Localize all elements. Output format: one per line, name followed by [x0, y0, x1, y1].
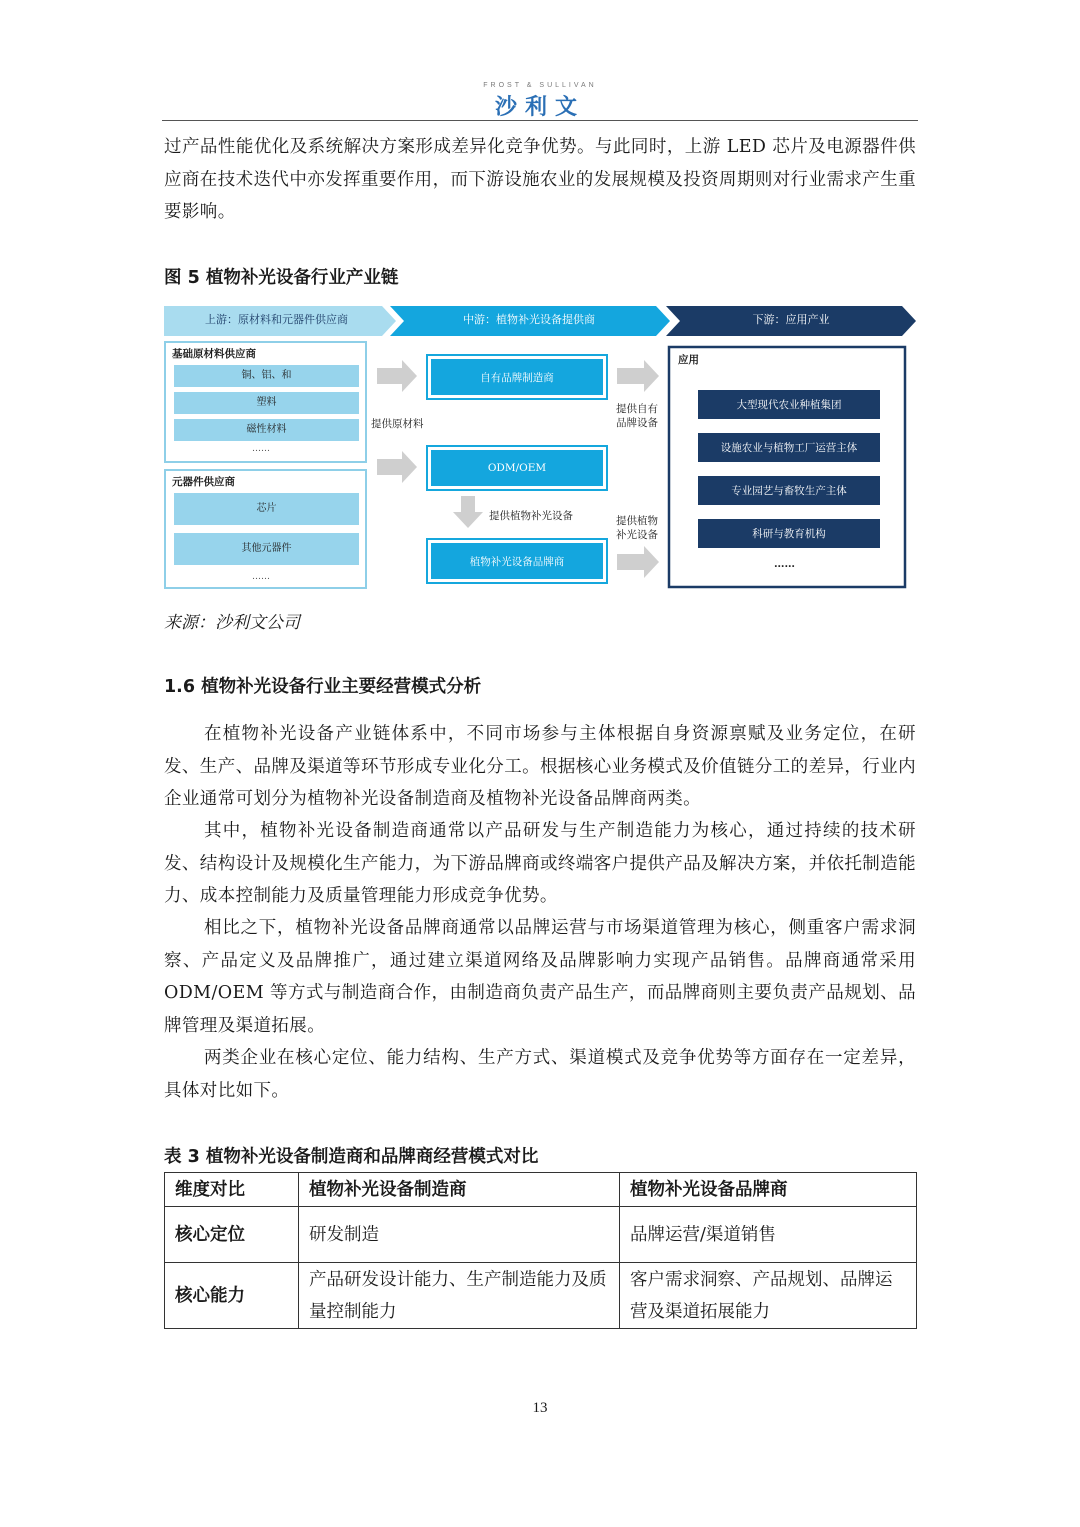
intro-paragraph: 过产品性能优化及系统解决方案形成差异化竞争优势。与此同时，上游 LED 芯片及电源器件供应商在技术迭代中亦发挥重要作用，而下游设施农业的发展规模及投资周期则对行业需求产生重要影响。 — [164, 137, 916, 222]
section-paragraph: 相比之下，植物补光设备品牌商通常以品牌运营与市场渠道管理为核心，侧重客户需求洞察、产品定义及品牌推广，通过建立渠道网络及品牌影响力实现产品销售。品牌商通常采用 ODM/OEM 等方式与制造商合作，由制造商负责产品生产，而品牌商则主要负责产品规划、品牌管理及渠道拓展。 — [164, 918, 916, 1036]
page-number: 13 — [532, 1400, 548, 1416]
brand-owner-box — [426, 538, 608, 584]
brand-owner-label: 植物补光设备品牌商 — [431, 543, 603, 579]
figure-title: 图 5 植物补光设备行业产业链 — [164, 268, 399, 288]
provide-raw-label: 提供原材料 — [371, 418, 424, 430]
figure-source: 来源：沙利文公司 — [164, 613, 300, 633]
table-cell: 研发制造 — [299, 1207, 620, 1263]
provide-own-brand-line: 提供自有 — [616, 403, 658, 415]
table-header-cell: 植物补光设备品牌商 — [620, 1173, 917, 1207]
logo: 沙利文 — [494, 95, 585, 120]
provide-own-brand-line: 品牌设备 — [616, 417, 658, 429]
downstream-label: 下游：应用产业 — [752, 313, 830, 326]
provide-plant-light-line: 提供植物 — [616, 515, 658, 527]
raw-item: 铜、铝、和 — [174, 365, 359, 387]
section-paragraph: 两类企业在核心定位、能力结构、生产方式、渠道模式及竞争优势等方面存在一定差异，具体对比如下。 — [164, 1048, 916, 1101]
application-title: 应用 — [678, 354, 699, 366]
table-cell: 客户需求洞察、产品规划、品牌运营及渠道拓展能力 — [620, 1263, 917, 1329]
table-cell: 核心能力 — [165, 1263, 299, 1329]
section-title: 1.6 植物补光设备行业主要经营模式分析 — [164, 677, 482, 697]
table-row — [165, 1263, 917, 1329]
table-header-row — [165, 1173, 917, 1207]
own-brand-manufacturer-label: 自有品牌制造商 — [431, 359, 603, 395]
table-title: 表 3 植物补光设备制造商和品牌商经营模式对比 — [164, 1147, 539, 1167]
section-paragraph: 在植物补光设备产业链体系中，不同市场参与主体根据自身资源禀赋及业务定位，在研发、生产、品牌及渠道等环节形成专业化分工。根据核心业务模式及价值链分工的差异，行业内企业通常可划分为植物补光设备制造商及植物补光设备品牌商两类。 — [164, 724, 916, 809]
arrow-mid-to-app-2 — [617, 546, 659, 578]
application-item: 设施农业与植物工厂运营主体 — [698, 433, 880, 462]
midstream-label: 中游：植物补光设备提供商 — [463, 313, 595, 326]
section-paragraph: 其中，植物补光设备制造商通常以产品研发与生产制造能力为核心，通过持续的技术研发、结构设计及规模化生产能力，为下游品牌商或终端客户提供产品及解决方案，并依托制造能力、成本控制能力及质量管理能力形成竞争优势。 — [164, 821, 916, 906]
table-cell: 产品研发设计能力、生产制造能力及质量控制能力 — [299, 1263, 620, 1329]
application-item: 大型现代农业种植集团 — [698, 390, 880, 419]
provide-plant-light-line: 补光设备 — [616, 529, 658, 541]
table-header-cell: 植物补光设备制造商 — [299, 1173, 620, 1207]
table-header-cell: 维度对比 — [165, 1173, 299, 1207]
table-cell: 品牌运营/渠道销售 — [620, 1207, 917, 1263]
component-item: 芯片 — [174, 493, 359, 525]
upstream-label: 上游：原材料和元器件供应商 — [205, 313, 348, 326]
raw-item: 塑料 — [174, 392, 359, 414]
odm-oem-label: ODM/OEM — [431, 450, 603, 486]
application-frame — [669, 347, 905, 587]
logo-subtitle: FROST & SULLIVAN — [483, 82, 597, 89]
comparison-table — [164, 1172, 917, 1329]
provide-plant-light-label — [616, 514, 658, 542]
application-item: 科研与教育机构 — [698, 519, 880, 548]
arrow-mid-to-app-1 — [617, 360, 659, 392]
component-group-title: 元器件供应商 — [172, 476, 235, 488]
industry-chain-diagram — [164, 304, 916, 590]
raw-more: …… — [252, 444, 270, 454]
arrow-raw-to-mid-2 — [377, 451, 417, 483]
raw-group-title: 基础原材料供应商 — [172, 348, 256, 360]
component-item: 其他元器件 — [174, 533, 359, 565]
provide-plant-equipment-label: 提供植物补光设备 — [489, 510, 573, 522]
table-cell: 核心定位 — [165, 1207, 299, 1263]
arrow-down — [453, 496, 483, 528]
component-more: …… — [252, 572, 270, 582]
header-rule — [162, 120, 918, 121]
arrow-raw-to-mid-1 — [377, 360, 417, 392]
raw-item: 磁性材料 — [174, 419, 359, 441]
application-more: …… — [774, 558, 795, 570]
provide-own-brand-label — [616, 402, 658, 430]
application-item: 专业园艺与畜牧生产主体 — [698, 476, 880, 505]
odm-oem-box — [426, 445, 608, 491]
own-brand-manufacturer-box — [426, 354, 608, 400]
table-row — [165, 1207, 917, 1263]
